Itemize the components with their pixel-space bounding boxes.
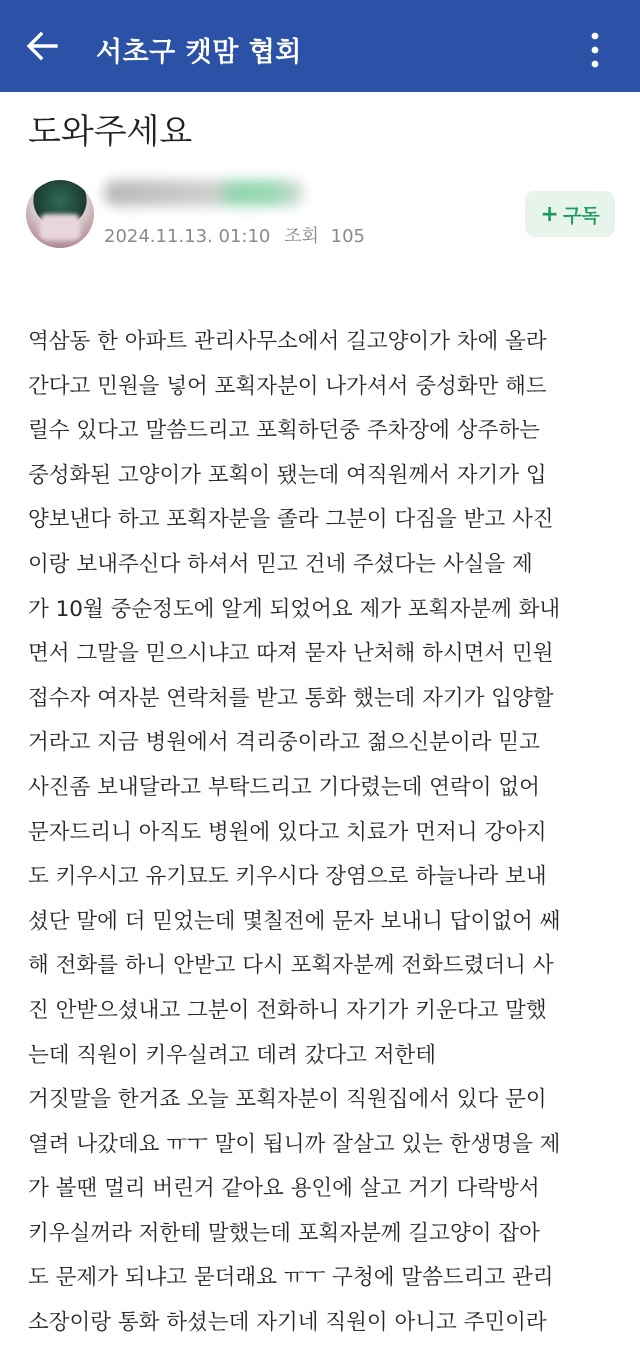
post-title: 도와주세요 — [28, 112, 193, 152]
post-body-line: 진 안받으셨내고 그분이 전화하니 자기가 키운다고 말했 — [28, 997, 547, 1023]
author-avatar[interactable] — [26, 180, 94, 248]
post-date: 2024.11.13. 01:10 — [104, 226, 271, 247]
post-body-line: 해 전화를 하니 안받고 다시 포획자분께 전화드렸더니 사 — [28, 953, 554, 979]
subscribe-button[interactable] — [525, 191, 615, 237]
post-meta — [104, 222, 365, 248]
post-body-line: 거라고 지금 병원에서 격리중이라고 젊으신분이라 믿고 — [28, 730, 540, 756]
more-vertical-icon — [580, 28, 610, 72]
author-name-blurred[interactable] — [104, 180, 304, 206]
post-body-line: 도 문제가 되냐고 묻더래요 ㅠㅜ 구청에 말씀드리고 관리 — [28, 1265, 554, 1291]
arrow-left-icon — [22, 26, 62, 66]
post-body-line: 가 10월 중순정도에 알게 되었어요 제가 포획자분께 화내 — [28, 596, 561, 622]
back-button[interactable] — [22, 26, 66, 70]
post-body — [28, 320, 618, 1346]
views-count: 105 — [330, 226, 365, 247]
app-bar — [0, 0, 640, 92]
post-body-line: 중성화된 고양이가 포획이 됐는데 여직원께서 자기가 입 — [28, 462, 547, 488]
post-body-line: 거짓말을 한거죠 오늘 포획자분이 직원집에서 있다 문이 — [28, 1087, 547, 1113]
plus-icon: + — [540, 201, 559, 227]
post-body-line: 릴수 있다고 말씀드리고 포획하던중 주차장에 상주하는 — [28, 418, 540, 444]
post-body-line: 소장이랑 통화 하셨는데 자기네 직원이 아니고 주민이라 — [28, 1310, 547, 1336]
more-options-button[interactable] — [580, 28, 610, 72]
subscribe-label: 구독 — [562, 204, 600, 227]
post-body-line: 접수자 여자분 연락처를 받고 통화 했는데 자기가 입양할 — [28, 685, 554, 711]
post-body-line: 양보낸다 하고 포획자분을 졸라 그분이 다짐을 받고 사진 — [28, 507, 554, 533]
views-label: 조회 — [284, 226, 319, 247]
post-body-line: 도 키우시고 유기묘도 키우시다 장염으로 하늘나라 보내 — [28, 864, 547, 890]
post-body-line: 이랑 보내주신다 하셔서 믿고 건네 주셨다는 사실을 제 — [28, 551, 533, 577]
post-body-line: 열려 나갔데요 ㅠㅜ 말이 됩니까 잘살고 있는 한생명을 제 — [28, 1131, 561, 1157]
post-body-line: 간다고 민원을 넣어 포획자분이 나가셔서 중성화만 해드 — [28, 373, 547, 399]
post-body-line: 역삼동 한 아파트 관리사무소에서 길고양이가 차에 올라 — [28, 329, 547, 354]
post-body-line: 면서 그말을 믿으시냐고 따져 묻자 난처해 하시면서 민원 — [28, 641, 554, 667]
post-body-line: 문자드리니 아직도 병원에 있다고 치료가 먼저니 강아지 — [28, 819, 547, 845]
post-body-line: 는데 직원이 키우실려고 데려 갔다고 저한테 — [28, 1042, 437, 1068]
post-body-line: 셨단 말에 더 믿었는데 몇칠전에 문자 보내니 답이없어 쌔 — [28, 908, 561, 934]
app-title: 서초구 캣맘 협회 — [96, 37, 302, 68]
post-body-line: 키우실꺼라 저한테 말했는데 포획자분께 길고양이 잡아 — [28, 1220, 540, 1246]
post-body-line: 가 볼땐 멀리 버린거 같아요 용인에 살고 거기 다락방서 — [28, 1176, 540, 1202]
post-body-line: 사진좀 보내달라고 부탁드리고 기다렸는데 연락이 없어 — [28, 774, 540, 800]
